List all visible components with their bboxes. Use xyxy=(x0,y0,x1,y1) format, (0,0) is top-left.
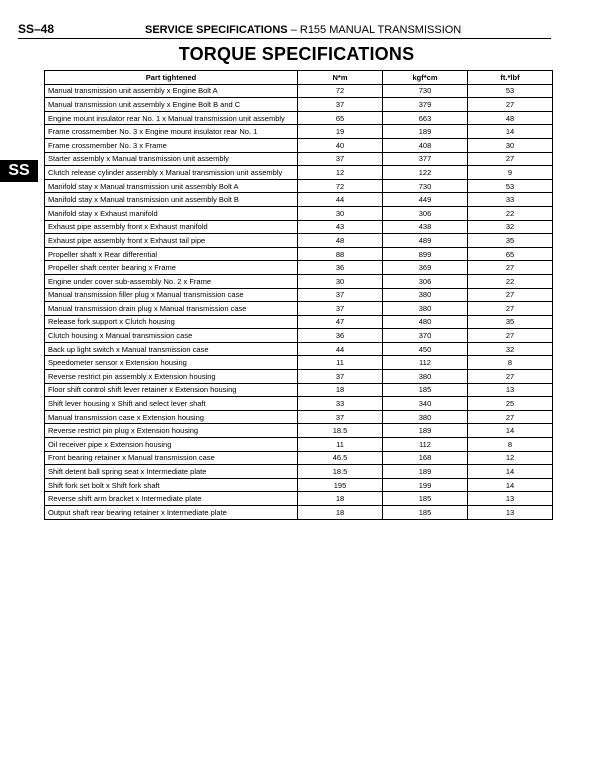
kgfcm-cell: 380 xyxy=(383,370,468,384)
kgfcm-cell: 185 xyxy=(383,506,468,520)
ftlbf-cell: 27 xyxy=(468,261,553,275)
kgfcm-cell: 489 xyxy=(383,234,468,248)
kgfcm-cell: 189 xyxy=(383,424,468,438)
kgfcm-cell: 369 xyxy=(383,261,468,275)
ftlbf-cell: 32 xyxy=(468,342,553,356)
part-cell: Starter assembly x Manual transmission unit assembly xyxy=(45,152,298,166)
section-title: TORQUE SPECIFICATIONS xyxy=(178,44,415,64)
kgfcm-cell: 370 xyxy=(383,329,468,343)
kgfcm-cell: 380 xyxy=(383,288,468,302)
kgfcm-cell: 185 xyxy=(383,492,468,506)
nm-cell: 36 xyxy=(298,329,383,343)
kgfcm-cell: 730 xyxy=(383,179,468,193)
kgfcm-cell: 899 xyxy=(383,247,468,261)
table-row xyxy=(45,315,553,329)
ftlbf-cell: 13 xyxy=(468,506,553,520)
ftlbf-cell: 53 xyxy=(468,179,553,193)
nm-cell: 43 xyxy=(298,220,383,234)
part-cell: Front bearing retainer x Manual transmission case xyxy=(45,451,298,465)
part-cell: Speedometer sensor x Extension housing xyxy=(45,356,298,370)
ftlbf-cell: 14 xyxy=(468,424,553,438)
kgfcm-cell: 480 xyxy=(383,315,468,329)
part-cell: Oil receiver pipe x Extension housing xyxy=(45,438,298,452)
ftlbf-cell: 27 xyxy=(468,370,553,384)
ftlbf-cell: 35 xyxy=(468,315,553,329)
nm-cell: 46.5 xyxy=(298,451,383,465)
ftlbf-cell: 14 xyxy=(468,125,553,139)
ftlbf-cell: 48 xyxy=(468,111,553,125)
nm-cell: 11 xyxy=(298,438,383,452)
part-cell: Manifold stay x Manual transmission unit assembly Bolt A xyxy=(45,179,298,193)
ftlbf-cell: 22 xyxy=(468,274,553,288)
ftlbf-cell: 27 xyxy=(468,410,553,424)
torque-table-body xyxy=(45,84,553,519)
table-row xyxy=(45,234,553,248)
table-row xyxy=(45,179,553,193)
nm-cell: 72 xyxy=(298,84,383,98)
nm-cell: 37 xyxy=(298,152,383,166)
nm-cell: 30 xyxy=(298,274,383,288)
table-row xyxy=(45,261,553,275)
table-row xyxy=(45,383,553,397)
nm-cell: 19 xyxy=(298,125,383,139)
nm-cell: 37 xyxy=(298,98,383,112)
part-cell: Manual transmission drain plug x Manual transmission case xyxy=(45,302,298,316)
table-row xyxy=(45,247,553,261)
part-cell: Reverse shift arm bracket x Intermediate plate xyxy=(45,492,298,506)
part-cell: Manual transmission unit assembly x Engine Bolt B and C xyxy=(45,98,298,112)
running-header-subsection: R155 MANUAL TRANSMISSION xyxy=(299,24,462,36)
ftlbf-cell: 32 xyxy=(468,220,553,234)
ftlbf-cell: 27 xyxy=(468,152,553,166)
ftlbf-cell: 27 xyxy=(468,98,553,112)
kgfcm-cell: 379 xyxy=(383,98,468,112)
column-header-kgfcm: kgf*cm xyxy=(383,71,468,85)
nm-cell: 33 xyxy=(298,397,383,411)
nm-cell: 72 xyxy=(298,179,383,193)
kgfcm-cell: 112 xyxy=(383,438,468,452)
table-row xyxy=(45,220,553,234)
table-row xyxy=(45,274,553,288)
kgfcm-cell: 380 xyxy=(383,410,468,424)
nm-cell: 18.5 xyxy=(298,424,383,438)
ftlbf-cell: 13 xyxy=(468,492,553,506)
column-header-ftlbf: ft.*lbf xyxy=(468,71,553,85)
nm-cell: 48 xyxy=(298,234,383,248)
part-cell: Output shaft rear bearing retainer x Intermediate plate xyxy=(45,506,298,520)
nm-cell: 40 xyxy=(298,138,383,152)
part-cell: Manifold stay x Manual transmission unit assembly Bolt B xyxy=(45,193,298,207)
running-header-section: SERVICE SPECIFICATIONS xyxy=(145,24,288,36)
kgfcm-cell: 408 xyxy=(383,138,468,152)
table-row xyxy=(45,111,553,125)
nm-cell: 11 xyxy=(298,356,383,370)
header-rule xyxy=(18,38,551,39)
ftlbf-cell: 65 xyxy=(468,247,553,261)
table-row xyxy=(45,125,553,139)
part-cell: Exhaust pipe assembly front x Exhaust tail pipe xyxy=(45,234,298,248)
table-row xyxy=(45,438,553,452)
ftlbf-cell: 14 xyxy=(468,478,553,492)
nm-cell: 37 xyxy=(298,410,383,424)
part-cell: Clutch release cylinder assembly x Manual transmission unit assembly xyxy=(45,166,298,180)
ftlbf-cell: 27 xyxy=(468,329,553,343)
table-row xyxy=(45,356,553,370)
nm-cell: 30 xyxy=(298,206,383,220)
part-cell: Reverse restrict pin assembly x Extension housing xyxy=(45,370,298,384)
nm-cell: 47 xyxy=(298,315,383,329)
table-row xyxy=(45,506,553,520)
nm-cell: 18 xyxy=(298,506,383,520)
part-cell: Clutch housing x Manual transmission case xyxy=(45,329,298,343)
kgfcm-cell: 449 xyxy=(383,193,468,207)
table-row xyxy=(45,492,553,506)
part-cell: Back up light switch x Manual transmission case xyxy=(45,342,298,356)
nm-cell: 37 xyxy=(298,370,383,384)
ftlbf-cell: 14 xyxy=(468,465,553,479)
table-row xyxy=(45,98,553,112)
ftlbf-cell: 35 xyxy=(468,234,553,248)
page-code: SS–48 xyxy=(18,22,55,36)
table-row xyxy=(45,397,553,411)
ftlbf-cell: 9 xyxy=(468,166,553,180)
part-cell: Manual transmission case x Extension housing xyxy=(45,410,298,424)
ftlbf-cell: 12 xyxy=(468,451,553,465)
nm-cell: 44 xyxy=(298,342,383,356)
kgfcm-cell: 199 xyxy=(383,478,468,492)
kgfcm-cell: 112 xyxy=(383,356,468,370)
table-row xyxy=(45,342,553,356)
ftlbf-cell: 53 xyxy=(468,84,553,98)
table-row xyxy=(45,84,553,98)
table-row xyxy=(45,478,553,492)
nm-cell: 88 xyxy=(298,247,383,261)
table-row xyxy=(45,166,553,180)
ftlbf-cell: 30 xyxy=(468,138,553,152)
table-row xyxy=(45,329,553,343)
column-header-nm: N*m xyxy=(298,71,383,85)
kgfcm-cell: 189 xyxy=(383,125,468,139)
column-header-part: Part tightened xyxy=(45,71,298,85)
part-cell: Shift fork set bolt x Shift fork shaft xyxy=(45,478,298,492)
table-row xyxy=(45,138,553,152)
table-row xyxy=(45,451,553,465)
ftlbf-cell: 22 xyxy=(468,206,553,220)
kgfcm-cell: 306 xyxy=(383,206,468,220)
nm-cell: 195 xyxy=(298,478,383,492)
kgfcm-cell: 122 xyxy=(383,166,468,180)
table-row xyxy=(45,152,553,166)
nm-cell: 37 xyxy=(298,288,383,302)
part-cell: Manual transmission unit assembly x Engine Bolt A xyxy=(45,84,298,98)
nm-cell: 12 xyxy=(298,166,383,180)
kgfcm-cell: 380 xyxy=(383,302,468,316)
part-cell: Shift detent ball spring seat x Intermediate plate xyxy=(45,465,298,479)
nm-cell: 18.5 xyxy=(298,465,383,479)
part-cell: Frame crossmember No. 3 x Engine mount insulator rear No. 1 xyxy=(45,125,298,139)
table-row xyxy=(45,410,553,424)
table-row xyxy=(45,370,553,384)
ftlbf-cell: 13 xyxy=(468,383,553,397)
ftlbf-cell: 27 xyxy=(468,288,553,302)
ftlbf-cell: 33 xyxy=(468,193,553,207)
kgfcm-cell: 663 xyxy=(383,111,468,125)
torque-table xyxy=(44,70,553,520)
table-row xyxy=(45,193,553,207)
kgfcm-cell: 438 xyxy=(383,220,468,234)
nm-cell: 44 xyxy=(298,193,383,207)
part-cell: Propeller shaft x Rear differential xyxy=(45,247,298,261)
ftlbf-cell: 27 xyxy=(468,302,553,316)
nm-cell: 36 xyxy=(298,261,383,275)
part-cell: Engine under cover sub-assembly No. 2 x Frame xyxy=(45,274,298,288)
part-cell: Exhaust pipe assembly front x Exhaust manifold xyxy=(45,220,298,234)
part-cell: Release fork support x Clutch housing xyxy=(45,315,298,329)
part-cell: Manifold stay x Exhaust manifold xyxy=(45,206,298,220)
nm-cell: 65 xyxy=(298,111,383,125)
part-cell: Manual transmission filler plug x Manual transmission case xyxy=(45,288,298,302)
kgfcm-cell: 306 xyxy=(383,274,468,288)
table-row xyxy=(45,465,553,479)
kgfcm-cell: 340 xyxy=(383,397,468,411)
table-row xyxy=(45,424,553,438)
table-row xyxy=(45,206,553,220)
part-cell: Engine mount insulator rear No. 1 x Manual transmission unit assembly xyxy=(45,111,298,125)
part-cell: Floor shift control shift lever retainer x Extension housing xyxy=(45,383,298,397)
running-header xyxy=(145,24,461,36)
part-cell: Propeller shaft center bearing x Frame xyxy=(45,261,298,275)
torque-table-header xyxy=(45,71,553,85)
kgfcm-cell: 450 xyxy=(383,342,468,356)
nm-cell: 18 xyxy=(298,492,383,506)
kgfcm-cell: 189 xyxy=(383,465,468,479)
nm-cell: 37 xyxy=(298,302,383,316)
table-row xyxy=(45,302,553,316)
part-cell: Shift lever housing x Shift and select lever shaft xyxy=(45,397,298,411)
ftlbf-cell: 8 xyxy=(468,438,553,452)
ftlbf-cell: 25 xyxy=(468,397,553,411)
header-row xyxy=(45,71,553,85)
kgfcm-cell: 377 xyxy=(383,152,468,166)
section-tab: SS xyxy=(0,160,38,182)
running-header-separator: – xyxy=(290,24,297,36)
nm-cell: 18 xyxy=(298,383,383,397)
part-cell: Reverse restrict pin plug x Extension housing xyxy=(45,424,298,438)
part-cell: Frame crossmember No. 3 x Frame xyxy=(45,138,298,152)
table-row xyxy=(45,288,553,302)
kgfcm-cell: 185 xyxy=(383,383,468,397)
kgfcm-cell: 730 xyxy=(383,84,468,98)
kgfcm-cell: 168 xyxy=(383,451,468,465)
ftlbf-cell: 8 xyxy=(468,356,553,370)
